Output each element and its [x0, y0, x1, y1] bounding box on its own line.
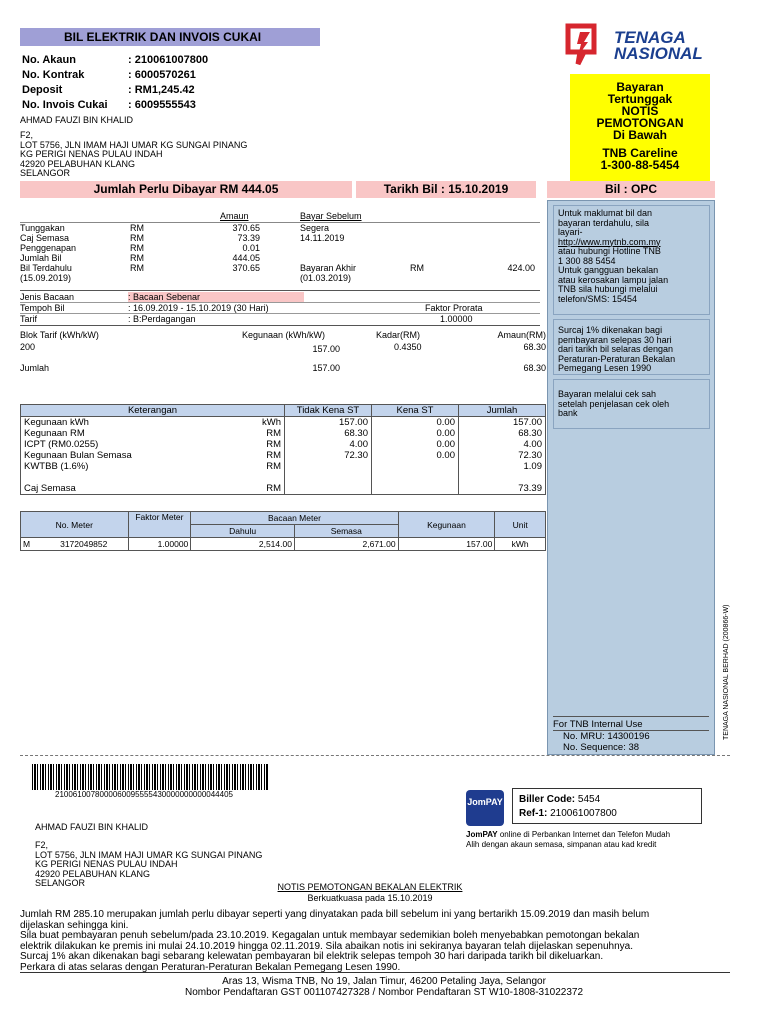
table-row: ICPT (RM0.0255) RM 4.00 0.00 4.00 — [24, 439, 542, 450]
charges-table — [20, 404, 546, 495]
slip-customer-name: AHMAD FAUZI BIN KHALID — [35, 822, 149, 832]
payment-barcode — [32, 764, 268, 790]
field-contract: No. Kontrak : 6000570261 — [22, 69, 196, 81]
bill-date: Tarikh Bil : 15.10.2019 — [356, 181, 536, 198]
reading-info: Jenis Bacaan : Bacaan Sebenar Tempoh Bil : 16.09.2019 - 15.10.2019 (30 Hari) Tarif : B:Perdagangan Faktor Prorata 1.00000 — [20, 292, 483, 324]
jompay-logo: JomPAY — [466, 790, 504, 826]
amounts-table — [20, 223, 540, 283]
tnb-logo: TENAGA NASIONAL — [564, 22, 724, 72]
table-row: Kegunaan kWh kWh 157.00 0.00 157.00 — [24, 417, 542, 428]
company-reg-vertical: TENAGA NASIONAL BERHAD (200866-W) — [723, 604, 730, 740]
bill-title: BIL ELEKTRIK DAN INVOIS CUKAI — [20, 28, 320, 46]
amount-row: Tunggakan RM 370.65 Segera — [20, 223, 330, 233]
info-box-cheque: Bayaran melalui cek sah setelah penjelasan cek oleh bank — [553, 379, 710, 429]
table-row: M 3172049852 1.00000 2,514.00 2,671.00 157.00 kWh — [21, 538, 546, 551]
company-footer: Aras 13, Wisma TNB, No 19, Jalan Timur, 46200 Petaling Jaya, Selangor Nombor Pendaftaran GST 001107427328 / Nombor Pendaftaran ST W10-1808-31022372 — [184, 976, 584, 998]
account-info — [22, 53, 208, 113]
table-row: Kegunaan Bulan Semasa RM 72.30 0.00 72.30 — [24, 450, 542, 461]
tariff-block: Blok Tarif (kWh/kW) Kegunaan (kWh/kW) Kadar(RM) Amaun(RM) 200 157.00 0.4350 68.30 Jumlah 157.00 68.30 — [20, 330, 546, 373]
table-row: KWTBB (1.6%) RM 1.09 — [24, 461, 542, 472]
amount-row: (15.09.2019) (01.03.2019) — [20, 273, 352, 283]
amount-due: Jumlah Perlu Dibayar RM 444.05 — [20, 181, 352, 198]
table-row — [21, 472, 546, 483]
mytnb-link[interactable]: http://www.mytnb.com.my — [558, 236, 661, 247]
amount-row: Penggenapan RM 0.01 — [20, 243, 260, 253]
table-row: Caj Semasa RM 73.39 — [24, 483, 542, 494]
bill-type: Bil : OPC — [547, 181, 715, 198]
col-bayar-sebelum: Bayar Sebelum — [300, 211, 362, 221]
disconnection-notice-title: NOTIS PEMOTONGAN BEKALAN ELEKTRIK — [277, 882, 463, 892]
field-deposit: Deposit : RM1,245.42 — [22, 84, 195, 96]
info-box-surcharge: Surcaj 1% dikenakan bagi pembayaran selepas 30 hari dari tarikh bil selaras dengan Peraturan-Peraturan Bekalan Pemegang Lesen 1990 — [553, 319, 710, 375]
field-invoice: No. Invois Cukai : 6009555543 — [22, 99, 196, 111]
info-box-contact: Untuk maklumat bil dan bayaran terdahulu, sila layari- http://www.mytnb.com.my atau hubungi Hotline TNB 1 300 88 5454 Untuk gangguan bekalan atau kerosakan lampu jalan TNB sila hubungi melalui telefon/SMS: 15454 — [553, 205, 710, 315]
slip-address: F2, LOT 5756, JLN IMAM HAJI UMAR KG SUNGAI PINANG KG PERIGI NENAS PULAU INDAH 42920 PELABUHAN KLANG SELANGOR — [35, 840, 263, 888]
charges-header: Keterangan Tidak Kena ST Kena ST Jumlah — [21, 405, 546, 417]
internal-use: For TNB Internal Use No. MRU: 14300196 No. Sequence: 38 — [553, 716, 709, 753]
customer-address: F2, LOT 5756, JLN IMAM HAJI UMAR KG SUNGAI PINANG KG PERIGI NENAS PULAU INDAH 42920 PELABUHAN KLANG SELANGOR — [20, 130, 248, 178]
amount-row: Caj Semasa RM 73.39 14.11.2019 — [20, 233, 345, 243]
jompay-note: JomPAY online di Perbankan Internet dan Telefon Mudah Alih dengan akaun semasa, simpanan atau kad kredit — [466, 830, 671, 849]
info-sidebar — [547, 200, 715, 755]
table-row: Kegunaan RM RM 68.30 0.00 68.30 — [24, 428, 542, 439]
tear-line — [20, 755, 730, 756]
amount-row: Bil Terdahulu RM 370.65 Bayaran Akhir RM 424.00 — [20, 263, 535, 273]
notice-effective-date: Berkuatkuasa pada 15.10.2019 — [307, 893, 433, 903]
customer-name: AHMAD FAUZI BIN KHALID — [20, 115, 134, 125]
meter-table: No. Meter Faktor Meter Bacaan Meter Kegunaan Unit Dahulu Semasa M 3172049852 1.00000 2,514.00 2,671.00 157.00 kWh — [20, 511, 546, 551]
biller-reference: Biller Code: 5454 Ref-1: 210061007800 — [512, 788, 702, 824]
notice-paragraph: Jumlah RM 285.10 merupakan jumlah perlu dibayar seperti yang dinyatakan pada bill sebelum ini yang bertarikh 15.09.2019 dan masih belum dijelaskan sehingga kini. Sila buat pembayaran penuh sebelum/pada 23.10.2019. Kegagalan untuk membayar sedemikian boleh menyebabkan pemotongan bekalan elektrik dilakukan ke premis ini mulai 24.10.2019 hingga 02.11.2019. Sila abaikan notis ini sekiranya bayaran telah dijelaskan sepenuhnya. Surcaj 1% akan dikenakan bagi sebarang kelewatan pembayaran bil elektrik selepas tempoh 30 hari daripada tarikh bil dikeluarkan. Perkara di atas selaras dengan Peraturan-Peraturan Bekalan Pemegang Lesen 1990. — [20, 909, 650, 973]
field-account: No. Akaun : 210061007800 — [22, 54, 209, 66]
tnb-logo-icon — [564, 22, 608, 68]
col-amaun: Amaun — [220, 211, 249, 221]
amount-row: Jumlah Bil RM 444.05 — [20, 253, 260, 263]
barcode-number: 2100610078000060095555430000000000044405 — [55, 790, 233, 799]
arrears-notice-box: Bayaran Tertunggak NOTIS PEMOTONGAN Di Bawah TNB Careline 1-300-88-5454 — [570, 74, 710, 182]
